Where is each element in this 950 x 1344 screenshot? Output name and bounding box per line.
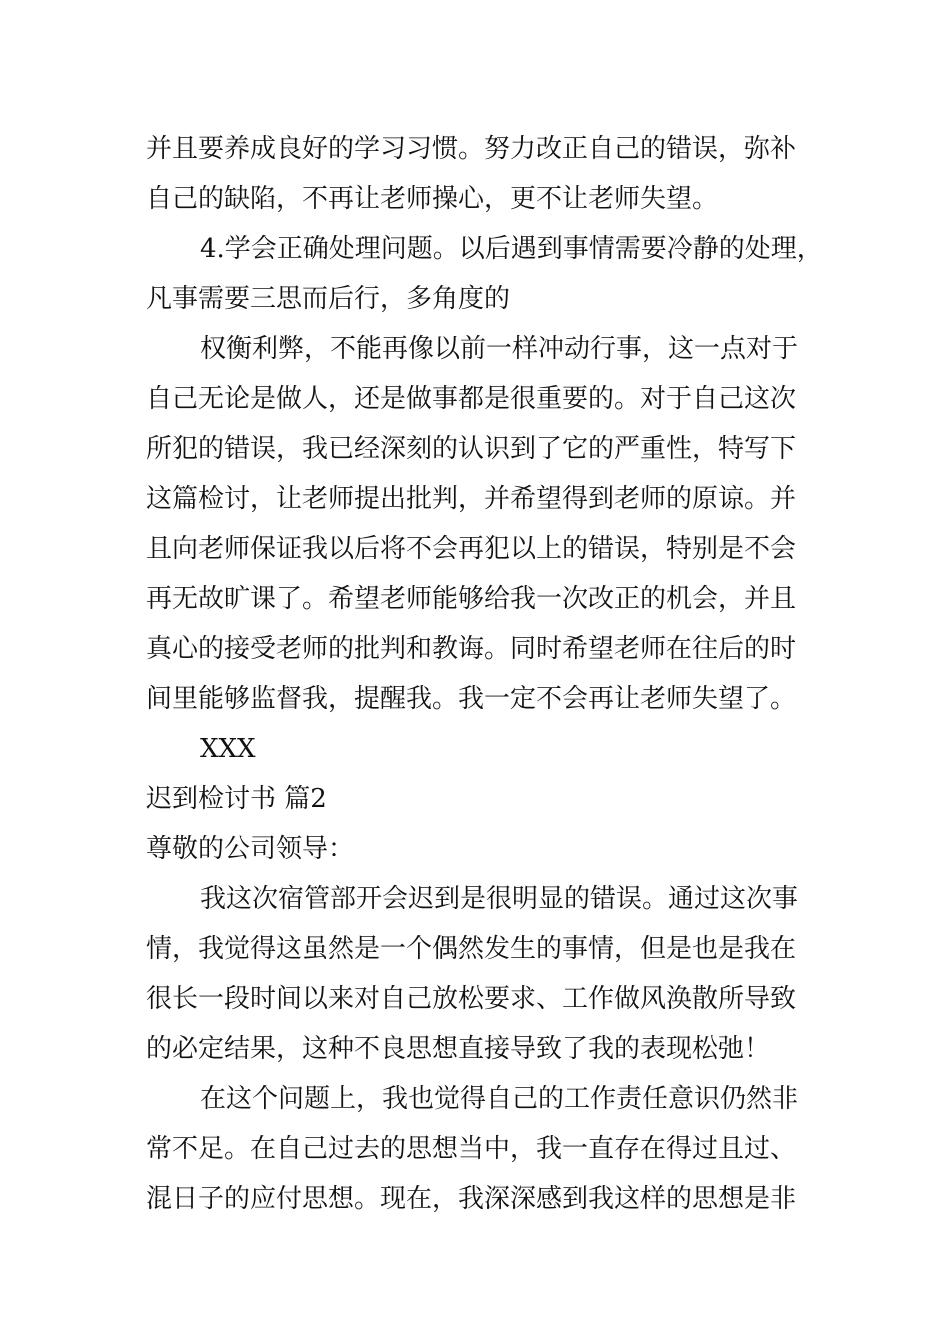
text-line-16: 我这次宿管部开会迟到是很明显的错误。通过这次事 xyxy=(200,884,799,914)
text-line-17: 情，我觉得这虽然是一个偶然发生的事情，但是也是我在 xyxy=(146,934,797,964)
section-title: 迟到检讨书 篇2 xyxy=(146,784,327,814)
text-line-3: 4.学会正确处理问题。以后遇到事情需要冷静的处理， xyxy=(200,234,823,264)
text-line-12: 间里能够监督我，提醒我。我一定不会再让老师失望了。 xyxy=(146,684,797,714)
salutation: 尊敬的公司领导： xyxy=(146,834,355,864)
text-line-21: 常不足。在自己过去的思想当中，我一直存在得过且过、 xyxy=(146,1134,797,1164)
text-line-6: 自己无论是做人，还是做事都是很重要的。对于自己这次 xyxy=(146,384,797,414)
text-line-5: 权衡利弊，不能再像以前一样冲动行事，这一点对于 xyxy=(200,334,799,364)
text-line-8: 这篇检讨，让老师提出批判，并希望得到老师的原谅。并 xyxy=(146,484,797,514)
text-line-19: 的必定结果，这种不良思想直接导致了我的表现松弛！ xyxy=(146,1034,771,1064)
text-line-18: 很长一段时间以来对自己放松要求、工作做风涣散所导致 xyxy=(146,984,797,1014)
text-line-11: 真心的接受老师的批判和教诲。同时希望老师在往后的时 xyxy=(146,634,797,664)
text-line-1: 并且要养成良好的学习习惯。努力改正自己的错误，弥补 xyxy=(146,134,797,164)
text-line-9: 且向老师保证我以后将不会再犯以上的错误，特别是不会 xyxy=(146,534,797,564)
text-line-2: 自己的缺陷，不再让老师操心，更不让老师失望。 xyxy=(146,184,719,214)
text-line-22: 混日子的应付思想。现在，我深深感到我这样的思想是非 xyxy=(146,1184,797,1214)
text-line-10: 再无故旷课了。希望老师能够给我一次改正的机会，并且 xyxy=(146,584,797,614)
text-line-20: 在这个问题上，我也觉得自己的工作责任意识仍然非 xyxy=(200,1084,799,1114)
text-line-7: 所犯的错误，我已经深刻的认识到了它的严重性，特写下 xyxy=(146,434,797,464)
signature-name: XXX xyxy=(200,734,256,764)
text-line-4: 凡事需要三思而后行，多角度的 xyxy=(146,284,511,314)
